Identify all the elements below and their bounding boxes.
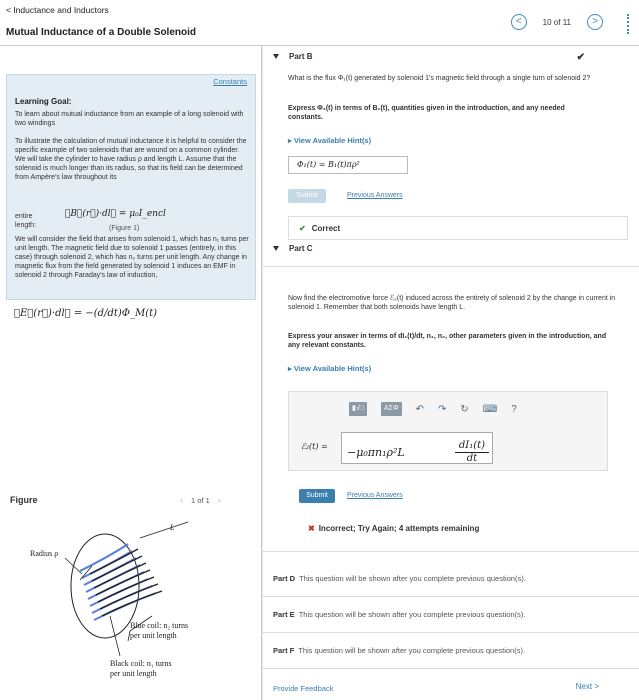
parts-panel <box>263 46 639 700</box>
solenoid-figure <box>10 516 250 684</box>
divider <box>263 632 639 633</box>
figure-blue-coil-label-2: per unit length <box>130 631 177 640</box>
reset-icon[interactable]: ↻ <box>460 403 469 415</box>
part-f-label: Part F <box>273 646 295 655</box>
part-b-instruction: Express Φ₁(t) in terms of B₁(t), quantities given in the introduction, and any needed constants. <box>288 105 565 121</box>
emf-label: ℰ₂(t) = <box>301 442 328 451</box>
prev-item-button[interactable]: < <box>511 14 527 30</box>
fraction-denominator: dt <box>466 453 478 464</box>
goal-paragraph-2: To illustrate the calculation of mutual inductance it is helpful to consider the specific example of two solenoids that are wound on a common cylinder. We will take the cylinder to have radius ρ and length L. Assume that the solenoid is much longer than its radius, so that its field can be determined from Ampère's law throughout its <box>15 138 247 181</box>
part-e-text: This question will be shown after you complete previous question(s). <box>298 610 526 619</box>
part-b-previous-answers-link[interactable]: Previous Answers <box>347 192 403 199</box>
collapse-icon <box>273 54 279 59</box>
solenoid-drawing <box>10 516 250 686</box>
part-b-result-text: Correct <box>311 224 341 233</box>
ampere-law: ∮B⃗(r⃗)·dl⃗ = μ₀I_encl <box>65 209 166 219</box>
templates-button[interactable]: ▮√□ <box>349 402 367 416</box>
next-item-button[interactable]: > <box>587 14 603 30</box>
learning-goal-title: Learning Goal: <box>15 97 72 106</box>
answer-fraction <box>455 440 489 464</box>
part-e-label: Part E <box>273 610 295 619</box>
intro-panel <box>0 46 262 700</box>
figure-length-label: L <box>170 523 175 532</box>
figure-next-icon[interactable]: › <box>217 495 221 505</box>
figure-count: 1 of 1 <box>191 495 210 505</box>
part-b-header[interactable] <box>273 52 629 61</box>
part-f-text: This question will be shown after you complete previous question(s). <box>298 646 526 655</box>
provide-feedback-link[interactable]: Provide Feedback <box>273 684 334 693</box>
part-c-instruction: Express your answer in terms of dI₁(t)/dt, n₁, n₂, other parameters given in the introduction, and any relevant constants. <box>288 333 607 349</box>
divider <box>263 551 639 552</box>
item-counter: 10 of 11 <box>542 17 571 27</box>
part-d-text: This question will be shown after you complete previous question(s). <box>299 574 526 583</box>
collapse-icon <box>273 246 279 251</box>
math-editor <box>288 391 608 471</box>
figure-black-coil-label-2: per unit length <box>110 669 157 678</box>
divider <box>263 596 639 597</box>
next-button[interactable]: Next > <box>575 682 599 691</box>
correct-check-icon: ✔ <box>299 224 306 233</box>
figure-pager <box>180 495 221 505</box>
part-c-previous-answers-link[interactable]: Previous Answers <box>347 492 403 499</box>
checkmark-icon: ✔ <box>576 52 585 63</box>
figure-black-coil-label: Black coil: n₁ turns <box>110 659 172 668</box>
answer-input[interactable] <box>341 432 493 464</box>
figure-label: Figure <box>10 495 38 505</box>
figure-blue-coil-label: Blue coil: n₂ turns <box>130 621 189 630</box>
divider <box>263 266 639 267</box>
part-d-label: Part D <box>273 574 296 583</box>
symbols-button[interactable]: ΑΣΦ <box>381 402 402 416</box>
part-c-hints-link[interactable]: ▸ View Available Hint(s) <box>288 364 371 373</box>
faraday-law: ∮E⃗(r⃗)·dl⃗ = −(d/dt)Φ_M(t) <box>14 308 158 319</box>
undo-icon[interactable]: ↶ <box>415 403 424 415</box>
top-bar <box>0 0 639 46</box>
more-menu-icon[interactable] <box>627 14 633 34</box>
part-c-label: Part C <box>289 244 313 253</box>
help-icon[interactable]: ? <box>511 403 517 415</box>
figure-link[interactable]: (Figure 1) <box>109 225 140 232</box>
figure-prev-icon[interactable]: ‹ <box>180 495 183 505</box>
constants-link[interactable]: Constants <box>213 77 247 86</box>
part-c-question: Now find the electromotive force ℰ₂(t) induced across the entirety of solenoid 2 by the change in current in solenoid 1. Remember that both solenoids have length L. <box>288 295 616 311</box>
item-navigation <box>511 14 603 30</box>
part-b-hints-link[interactable]: ▸ View Available Hint(s) <box>288 136 371 145</box>
learning-goal-box <box>6 74 256 300</box>
figure-radius-label: Radius ρ <box>30 549 59 558</box>
goal-paragraph-3: We will consider the field that arises from solenoid 1, which has n₁ turns per unit length. The magnetic field due to solenoid 1 passes (entirely, in this case) through solenoid 2, which has n₂ turns per unit length. Any change in magnetic flux from the field generated by solenoid 1 induces an EMF in solenoid 2 through Faraday's law of induction, <box>15 236 249 279</box>
part-b-answer: Φ₁(t) = B₁(t)πρ² <box>288 156 408 174</box>
keyboard-icon[interactable]: ⌨ <box>482 403 498 415</box>
part-c-result-text: Incorrect; Try Again; 4 attempts remaining <box>318 524 480 533</box>
part-d-row[interactable] <box>273 574 526 583</box>
part-b-question: What is the flux Φ₁(t) generated by solenoid 1's magnetic field through a single turn of solenoid 2? <box>288 75 591 82</box>
goal-paragraph-2-end: entire length: <box>15 213 37 229</box>
divider <box>263 668 639 669</box>
part-c-result <box>308 524 479 533</box>
part-b-submit-button[interactable]: Submit <box>288 189 326 203</box>
editor-toolbar <box>349 402 517 416</box>
part-c-header[interactable] <box>273 244 313 253</box>
fraction-numerator: dI₁(t) <box>455 440 489 453</box>
part-f-row[interactable] <box>273 646 525 655</box>
back-link[interactable]: < Inductance and Inductors <box>6 5 109 15</box>
page-title: Mutual Inductance of a Double Solenoid <box>6 27 197 38</box>
redo-icon[interactable]: ↷ <box>437 403 447 415</box>
incorrect-x-icon: ✖ <box>308 524 315 533</box>
part-e-row[interactable] <box>273 610 525 619</box>
part-b-result <box>288 216 628 240</box>
part-c-submit-button[interactable]: Submit <box>299 489 335 503</box>
answer-expression: −μ₀πn₁ρ²L <box>347 446 405 459</box>
part-b-label: Part B <box>289 52 313 61</box>
goal-paragraph-1: To learn about mutual inductance from an example of a long solenoid with two windings <box>15 111 244 127</box>
